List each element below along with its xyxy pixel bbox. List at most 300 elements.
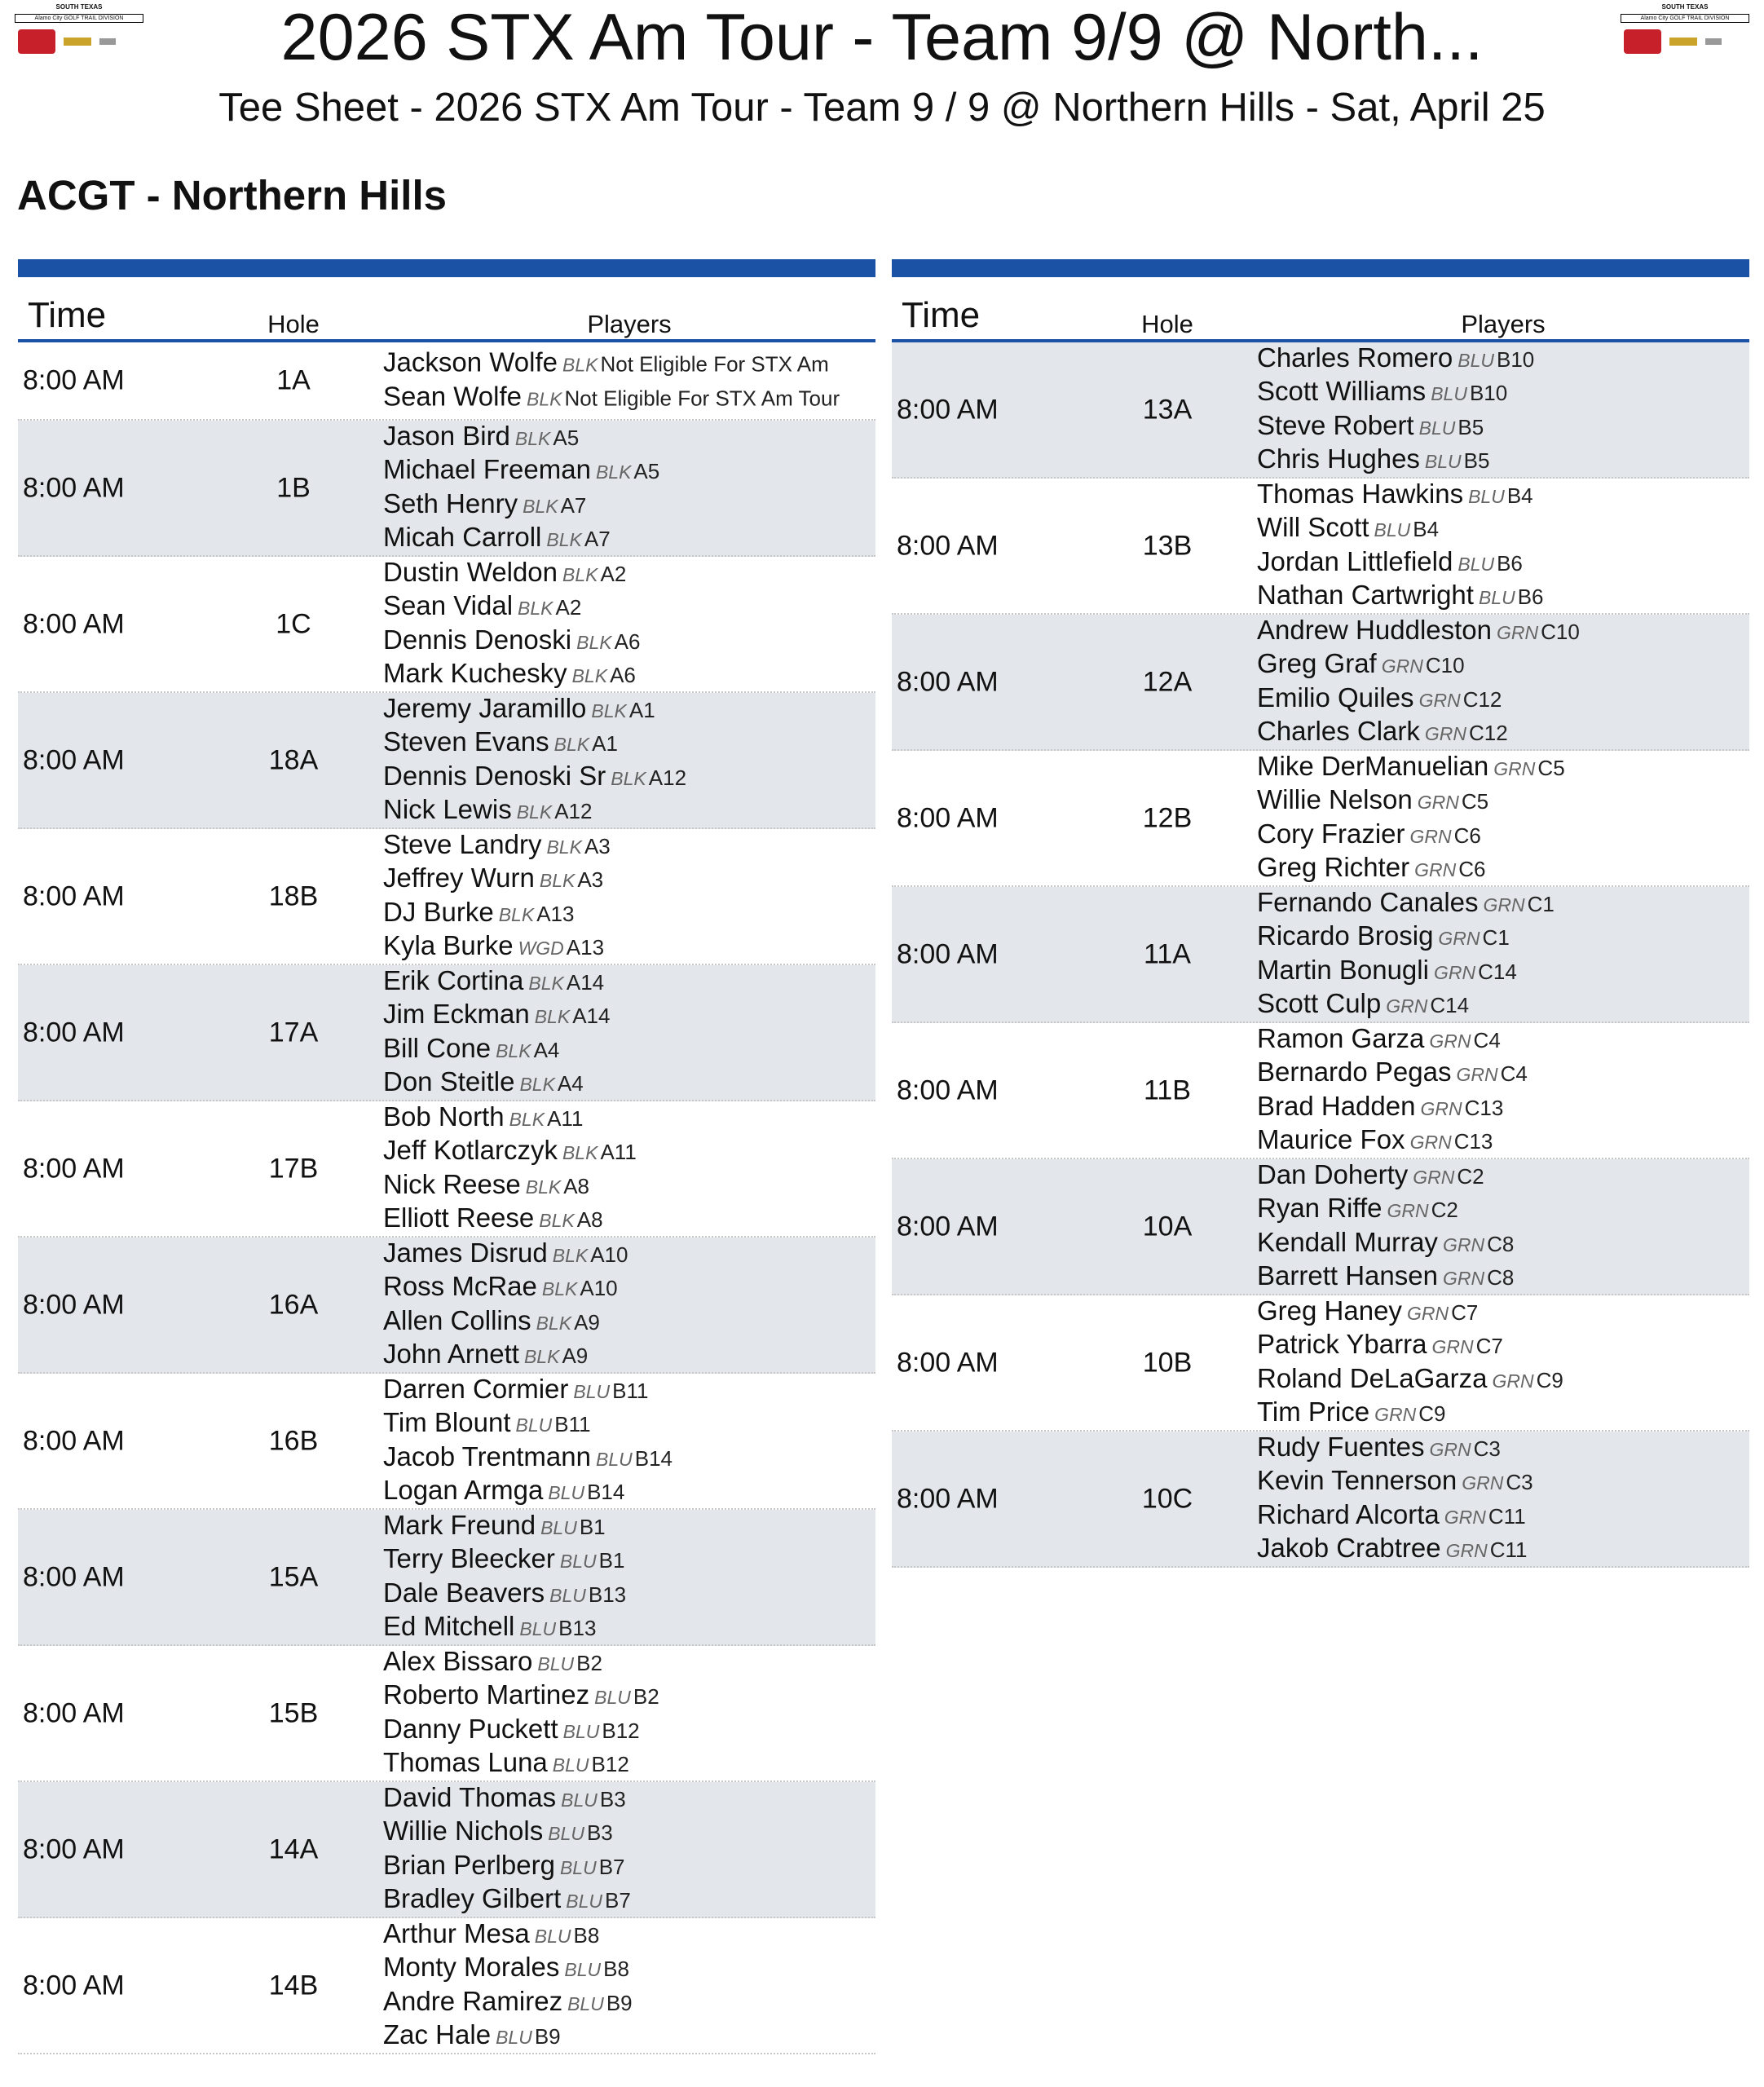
player-name: John Arnett [383,1339,519,1369]
tee-time: 8:00 AM [23,1833,125,1864]
tee-color: BLK [514,427,551,449]
tee-time: 8:00 AM [897,1483,999,1514]
tee-color: BLU [552,1754,589,1776]
starting-hole: 18B [268,880,319,911]
tee-time: 8:00 AM [897,1211,999,1242]
player-name: Jeff Kotlarczyk [383,1135,558,1165]
tee-color: GRN [1424,723,1467,744]
player-entry [1257,580,1544,614]
tee-color: BLK [525,1176,562,1198]
tee-color: BLU [564,1959,602,1980]
player-entry [383,658,640,692]
player-flight: A6 [610,663,636,687]
tee-color: BLK [591,699,627,721]
player-name: Mark Freund [383,1509,536,1540]
tee-color: BLU [561,1789,598,1811]
tee-time: 8:00 AM [23,608,125,639]
tee-color: GRN [1413,1166,1455,1188]
player-entry [383,999,610,1033]
player-entry [1257,784,1565,818]
player-entry [383,421,659,455]
player-entry [383,1101,637,1136]
player-name: Brad Hadden [1257,1090,1416,1121]
player-entry [383,2019,633,2054]
starting-hole: 11A [1144,938,1191,969]
player-flight: C9 [1536,1367,1563,1392]
player-entry [383,1441,673,1476]
tee-time-row [18,693,875,829]
player-name: Dustin Weldon [383,556,558,587]
tee-color: BLK [498,903,535,925]
page-subtitle: Tee Sheet - 2026 STX Am Tour - Team 9 / 9 @ Northern Hills - Sat, April 25 [218,86,1546,130]
starting-hole: 17A [268,1017,319,1048]
sponsor-mark-icon [1705,38,1722,45]
tee-color: GRN [1433,961,1476,983]
tee-color: GRN [1417,792,1459,813]
player-flight: C5 [1461,789,1489,814]
player-flight: B12 [602,1718,640,1743]
player-flight: B9 [534,2024,561,2049]
player-flight: A1 [628,697,655,722]
player-list [1257,751,1565,886]
player-entry [383,1679,659,1714]
player-name: Jim Eckman [383,999,530,1029]
player-name: Elliott Reese [383,1202,535,1233]
player-entry [383,726,686,761]
tee-color: BLK [546,529,582,550]
tee-color: BLK [571,665,608,686]
player-flight: C10 [1541,619,1580,644]
player-entry [1257,955,1555,989]
player-entry [383,1339,628,1373]
tee-time-row [18,557,875,693]
tee-time: 8:00 AM [23,1017,125,1048]
player-name: Charles Romero [1257,342,1453,373]
tee-color: BLU [595,1448,633,1470]
player-entry [383,863,611,897]
tee-color: GRN [1418,689,1461,711]
player-name: Willie Nelson [1257,784,1413,814]
player-entry [1257,1499,1533,1533]
starting-hole: 14B [268,1970,319,2001]
tee-time-row [18,1646,875,1782]
player-name: Ross McRae [383,1271,537,1301]
time-column-header: Time [28,295,107,335]
tee-time: 8:00 AM [23,1153,125,1184]
player-name: Nick Reese [383,1168,521,1199]
player-flight: C7 [1451,1299,1479,1325]
tee-color: GRN [1492,1370,1534,1392]
tee-color: BLU [515,1414,553,1436]
player-entry [383,897,611,931]
player-name: Charles Clark [1257,716,1420,746]
page-title: 2026 STX Am Tour - Team 9/9 @ North... [280,1,1484,74]
player-name: Kyla Burke [383,930,514,960]
player-name: Fernando Canales [1257,886,1479,917]
tee-time-row [892,751,1749,887]
logo-org-text: SOUTH TEXAS [55,3,103,11]
tee-time-row [18,342,875,421]
tee-time: 8:00 AM [897,1074,999,1105]
tee-color: GRN [1442,1233,1485,1255]
tee-color: BLU [1418,417,1456,439]
player-name: Micah Carroll [383,522,542,552]
player-flight: C1 [1527,891,1555,916]
player-name: Logan Armga [383,1475,544,1505]
player-name: Sean Wolfe [383,381,522,411]
player-flight: B11 [554,1412,591,1436]
tee-sheet-right-column [892,259,1749,1568]
player-name: Greg Graf [1257,648,1377,678]
player-name: James Disrud [383,1237,548,1268]
player-flight: B12 [591,1752,629,1776]
starting-hole: 12B [1142,802,1193,833]
player-flight: B7 [605,1888,631,1913]
player-entry [1257,512,1544,546]
player-name: Danny Puckett [383,1713,558,1744]
player-list [383,1918,633,2054]
player-name: Chris Hughes [1257,443,1420,474]
player-entry [383,1816,631,1850]
player-flight: C4 [1473,1027,1501,1052]
tee-time: 8:00 AM [23,1425,125,1456]
player-name: Bradley Gilbert [383,1883,562,1913]
header-band [18,259,875,277]
tee-time: 8:00 AM [23,1697,125,1728]
player-flight: A8 [576,1207,603,1232]
player-entry [383,1577,626,1612]
player-list [1257,1023,1528,1158]
tee-color: BLK [553,734,590,755]
player-flight: A4 [557,1071,584,1096]
tour-logo-right [1616,3,1754,93]
player-entry [383,1033,610,1067]
player-list [383,693,686,828]
player-entry [1257,1193,1514,1227]
header-band [892,259,1749,277]
player-name: Dennis Denoski [383,624,572,655]
starting-hole: 1A [276,364,311,396]
player-flight: B2 [576,1650,602,1675]
player-name: Jeremy Jaramillo [383,692,587,723]
tee-color: BLU [540,1516,577,1538]
player-flight: A10 [590,1242,628,1267]
player-entry [1257,920,1555,955]
player-flight: A11 [600,1140,637,1164]
player-entry [383,1271,628,1305]
player-flight: B6 [1517,585,1544,609]
player-name: Ramon Garza [1257,1022,1425,1053]
player-flight: B10 [1497,346,1535,372]
player-entry [383,1169,637,1203]
tee-time-row [18,829,875,965]
player-flight: B7 [598,1854,625,1879]
sponsor-badges [18,29,148,54]
player-name: Patrick Ybarra [1257,1329,1427,1359]
tee-color: BLU [1468,485,1505,507]
player-name: Monty Morales [383,1952,560,1982]
player-flight: C13 [1464,1095,1504,1120]
player-flight: B1 [598,1548,625,1573]
player-flight: C13 [1453,1129,1493,1154]
player-flight: B10 [1469,381,1508,405]
player-name: Tim Blount [383,1407,511,1437]
player-name: David Thomas [383,1781,557,1812]
tee-color: BLK [611,767,646,789]
tee-time-row [18,1101,875,1238]
player-list [383,1374,673,1509]
player-name: Andrew Huddleston [1257,614,1493,645]
player-name: Ryan Riffe [1257,1193,1383,1223]
player-flight: B11 [612,1378,649,1403]
player-name: Tim Price [1257,1396,1370,1427]
player-name: Kendall Murray [1257,1226,1438,1257]
player-flight: A10 [580,1276,618,1300]
player-flight: B8 [573,1922,600,1948]
player-name: Thomas Hawkins [1257,478,1464,509]
tee-time: 8:00 AM [23,472,125,503]
player-flight: A12 [554,799,593,823]
player-entry [383,347,840,382]
tee-time-row [18,1238,875,1374]
player-flight: C11 [1489,1538,1528,1562]
player-name: Mike DerManuelian [1257,750,1489,781]
player-entry [383,1202,637,1237]
tee-color: BLK [576,631,612,653]
tee-time: 8:00 AM [23,880,125,911]
tee-color: BLK [546,836,582,858]
hole-column-header: Hole [267,310,320,338]
tee-color: GRN [1381,655,1423,677]
tee-time-row [18,1782,875,1918]
player-entry [383,590,640,624]
player-name: Jackson Wolfe [383,346,558,377]
tee-color: GRN [1462,1472,1504,1494]
player-flight: C2 [1431,1198,1458,1222]
tee-time: 8:00 AM [23,364,125,396]
starting-hole: 16B [268,1425,319,1456]
player-flight: A3 [584,833,611,858]
player-entry [1257,852,1565,886]
player-flight: C12 [1462,686,1502,712]
player-entry [1257,1465,1533,1499]
player-flight: A5 [553,425,580,450]
player-name: Thomas Luna [383,1747,548,1777]
player-entry [383,1646,659,1680]
tee-color: GRN [1409,1132,1452,1153]
tee-color: BLU [549,1584,586,1606]
player-flight: C1 [1482,925,1510,950]
tee-color: BLU [1458,349,1494,371]
tee-color: BLK [523,495,558,517]
tee-time-row [892,1159,1749,1295]
tee-time-row [18,965,875,1101]
tee-time-row [892,342,1749,479]
player-flight: C14 [1430,993,1470,1017]
tee-color: BLU [548,1823,584,1844]
player-flight: B5 [1463,448,1490,473]
player-name: Will Scott [1257,512,1369,542]
player-entry [383,1305,628,1339]
player-flight: B3 [586,1820,613,1845]
player-flight: A12 [648,765,687,790]
player-name: Jordan Littlefield [1257,545,1453,576]
starting-hole: 13A [1142,394,1193,425]
player-name: Seth Henry [383,488,518,518]
player-list [1257,342,1534,478]
player-list [1257,615,1580,750]
player-name: Maurice Fox [1257,1124,1405,1154]
tee-color: GRN [1445,1540,1488,1561]
tee-color: BLU [1431,383,1467,404]
player-flight: C6 [1453,823,1481,848]
player-flight: A11 [547,1105,584,1131]
tee-color: BLK [509,1108,545,1130]
tee-color: GRN [1497,621,1539,643]
player-entry [383,1611,626,1645]
player-flight: Not Eligible For STX Am Tour [564,386,840,410]
player-entry [1257,410,1534,444]
player-entry [383,454,659,488]
player-list [1257,1295,1563,1431]
sponsor-badges [1624,29,1754,54]
player-name: Mark Kuchesky [383,658,567,688]
tee-color: BLU [1424,451,1462,472]
player-name: Terry Bleecker [383,1543,555,1573]
player-entry [383,1782,631,1816]
player-entry [1257,887,1555,921]
player-flight: A2 [600,561,627,586]
tee-color: BLU [573,1380,611,1402]
player-list [1257,887,1555,1022]
player-entry [1257,546,1544,580]
players-column-header: Players [587,310,672,338]
player-name: Brian Perlberg [383,1849,555,1880]
right-rows [892,342,1749,1568]
player-flight: B14 [634,1445,673,1471]
tee-color: GRN [1429,1438,1471,1460]
starting-hole: 17B [268,1153,319,1184]
player-entry [383,794,686,828]
tour-logo-left [10,3,148,93]
tee-time: 8:00 AM [897,1347,999,1378]
player-name: Bernardo Pegas [1257,1057,1452,1087]
tee-time-row [892,887,1749,1023]
player-entry [383,965,610,999]
player-flight: A6 [614,629,641,654]
player-entry [1257,648,1580,682]
player-name: Rudy Fuentes [1257,1431,1425,1462]
player-name: Nick Lewis [383,794,512,824]
starting-hole: 12A [1142,666,1193,697]
player-name: Nathan Cartwright [1257,580,1474,610]
player-entry [383,1714,659,1748]
player-flight: A14 [566,969,605,995]
tee-color: BLU [559,1551,597,1572]
player-entry [1257,615,1580,649]
tee-color: GRN [1438,928,1480,949]
tee-color: BLK [519,1074,555,1095]
tee-color: GRN [1420,1097,1462,1119]
player-flight: C4 [1500,1061,1528,1086]
player-entry [383,1374,673,1408]
player-flight: B4 [1413,517,1440,541]
player-name: Steve Landry [383,828,542,859]
chevrolet-bowtie-icon [1669,38,1697,46]
tee-time: 8:00 AM [897,530,999,561]
player-name: Jason Bird [383,420,510,451]
course-name: ACGT - Northern Hills [17,172,448,218]
player-name: Darren Cormier [383,1373,569,1404]
starting-hole: 15B [268,1697,319,1728]
player-list [1257,479,1544,614]
player-entry [1257,1432,1533,1466]
player-flight: C5 [1537,755,1565,780]
tee-color: BLK [516,801,553,823]
player-flight: C3 [1473,1436,1501,1461]
player-flight: C3 [1506,1470,1533,1494]
player-name: Roberto Martinez [383,1679,590,1710]
player-entry [383,1475,673,1509]
player-entry [1257,751,1565,785]
player-list [383,1238,628,1373]
tee-color: BLK [562,563,598,585]
tee-color: BLK [528,972,564,994]
tee-color: BLU [548,1482,585,1503]
tee-color: GRN [1429,1030,1471,1052]
player-flight: C9 [1418,1401,1446,1426]
player-flight: B3 [599,1786,626,1811]
player-name: Alex Bissaro [383,1645,533,1676]
player-flight: C8 [1487,1231,1515,1256]
player-flight: A13 [566,935,605,960]
tee-color: BLK [552,1244,589,1266]
tee-time: 8:00 AM [23,1970,125,2001]
starting-hole: 10B [1142,1347,1193,1378]
player-flight: B8 [603,1957,629,1981]
player-name: Allen Collins [383,1304,531,1335]
player-flight: A14 [572,1004,611,1028]
player-flight: C12 [1469,721,1508,745]
player-entry [1257,443,1534,478]
player-entry [383,557,640,591]
player-flight: C11 [1488,1503,1526,1529]
player-flight: B14 [587,1480,625,1504]
player-name: Zac Hale [383,2019,492,2049]
tee-color: BLK [541,1278,578,1299]
player-flight: B6 [1497,550,1523,576]
player-name: Martin Bonugli [1257,954,1429,985]
player-entry [383,488,659,523]
player-name: Sean Vidal [383,590,514,620]
starting-hole: 15A [268,1561,319,1592]
player-entry [383,624,640,659]
player-name: Ricardo Brosig [1257,920,1434,951]
tee-color: GRN [1406,1302,1449,1324]
player-name: Jacob Trentmann [383,1441,591,1471]
player-name: Andre Ramirez [383,1985,563,2016]
tee-color: BLK [523,1346,560,1367]
player-entry [383,381,840,415]
tee-time-row [18,1374,875,1510]
player-name: Bob North [383,1101,505,1132]
tee-time: 8:00 AM [897,394,999,425]
starting-hole: 18A [268,744,319,775]
player-flight: A4 [533,1037,560,1062]
tee-time: 8:00 AM [897,802,999,833]
tee-color: BLU [566,1891,603,1912]
tee-color: BLK [496,1039,531,1061]
